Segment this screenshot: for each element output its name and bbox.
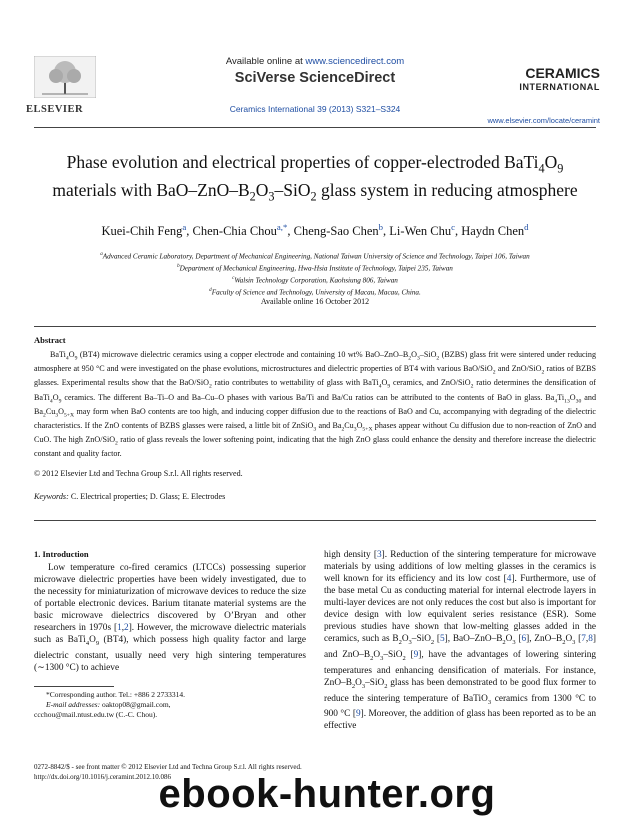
affiliation-text: Advanced Ceramic Laboratory, Department of Mechanical Engineering, National Taiwan University of Science and Technology, Taipei 106, Taiwan (102, 252, 530, 261)
keywords-line (34, 492, 596, 501)
introduction-heading: 1. Introduction (34, 549, 89, 559)
author-name: Cheng-Sao Chen (293, 224, 379, 239)
site-watermark: ebook-hunter.org (158, 772, 496, 816)
author-name: Haydn Chen (461, 224, 525, 239)
author-list: Kuei-Chih Feng$^a$, Chen-Chia Chou$^{a,*}$, Cheng-Sao Chen$^b$, Li-Wen Chu$^c$, Haydn Chen$^d$ (101, 222, 529, 239)
citation-link[interactable]: 4 (506, 574, 512, 584)
affiliation (34, 274, 596, 286)
title-sub: 4 (538, 161, 545, 176)
keywords-text: C. Electrical properties; D. Glass; E. Electrodes (70, 492, 226, 501)
affiliation-marker: a (100, 252, 103, 257)
available-online-date: Available online 16 October 2012 (260, 297, 370, 306)
intro-paragraph: Low temperature co-fired ceramics (LTCCs) possessing superior microwave dielectric properties have been widely investigated, due to the necessity for miniaturization of microwave devices to reduce the size of portable electronic devices. Barium titanate material systems are the basic microwave dielectrics discovered by O’Bryan and other researchers in 1970s [1,2]. However, the microwave dielectric materials such as $BaTi_4O_9$ (BT4), which possess high quality factor and large dielectric constant, usually need very high sintering temperatures (∼1300 °C) to achieve (34, 563, 306, 673)
title-sub: 3 (268, 189, 275, 203)
email-link[interactable]: oaktop08@gmail.com, (101, 700, 171, 709)
title-sub: 2 (249, 189, 256, 203)
title-text: materials with BaO–ZnO–B (52, 179, 250, 200)
citation-link[interactable]: 8 (588, 634, 593, 644)
author-affil-link[interactable]: c (451, 222, 456, 232)
footnote-divider (34, 686, 114, 687)
author-affil-link[interactable]: a,* (276, 222, 288, 232)
body-divider (34, 520, 596, 521)
citation-link[interactable]: 2 (124, 623, 129, 633)
affiliation-list (34, 250, 596, 298)
title-sub: 2 (310, 189, 317, 203)
article-title (34, 152, 596, 207)
header-divider (34, 127, 596, 128)
affiliation (34, 262, 596, 274)
citation-link[interactable]: 5 (440, 634, 445, 644)
author-name: Li-Wen Chu (389, 224, 452, 239)
doi-link[interactable]: http://dx.doi.org/10.1016/j.ceramint.2012.10.086 (34, 772, 171, 781)
affiliation-marker: c (232, 275, 235, 281)
author-affil-link[interactable]: a (182, 222, 187, 232)
title-text: –SiO (274, 179, 311, 200)
author-affil-link[interactable]: b (378, 222, 384, 232)
available-online-line (200, 56, 430, 67)
abstract-text: $BaTi_4O_9$ (BT4) microwave dielectric ceramics using a copper electrode and containing 10 wt% BaO–$ZnO-B_2O_3-SiO_2$ (BZBS) glass frit were sintered under reducing atmosphere at 950 °C and were investigated on the phase evolutions, microstructures and dielectric properties of BT4 with various BaO/SiO$_2$ and ZnO/SiO$_2$ ratios of BZBS glasses. Experimental results show that the BaO/SiO$_2$ ratio contributes to wettability of glass with $BaTi_4O_9$ ceramics, and ZnO/SiO$_2$ ratio determines the densification of $BaTi_4O_9$ ceramics. The different Ba–Ti–O and Ba–Cu–O phases with various Ba/Ti and Ba/Cu ratios can be attributed to the contents of BaO in glass. $Ba_4Ti_{13}O_{30}$ and $Ba_2Cu_3O_{5+X}$ may form when BaO contents are too high, and inducing copper diffusion due to the reactions of BaO and Cu, accompanying with degrading of the dielectric characteristics. If the ZnO contents of BZBS glasses were raised, a little bit of ZnSiO$_3$ and $Ba_2Cu_3O_{5+X}$ phases appear without Cu diffusion due to non-reaction of ZnO and CuO. The high ZnO/SiO$_2$ ratio of glass reveals the lower softening point, indicating that the high ZnO glass could enhance the density and therefore increase the dielectric constant and quality factor. (34, 350, 597, 459)
affiliation-text: Walsin Technology Corporation, Kaohsiung 806, Taiwan (234, 276, 398, 285)
author-affil-link[interactable]: d (524, 222, 529, 232)
affiliation-text: Faculty of Science and Technology, University of Macau, Macau, China. (211, 288, 421, 297)
author-name: Chen-Chia Chou (192, 224, 277, 239)
abstract-copyright: © 2012 Elsevier Ltd and Techna Group S.r.l. All rights reserved. (34, 469, 243, 478)
abstract-divider (34, 326, 596, 327)
citation-link[interactable]: 6 (521, 634, 527, 644)
citation-link[interactable]: 1 (117, 623, 122, 633)
affiliation-marker: b (177, 263, 180, 269)
title-text: Phase evolution and electrical properties of copper-electroded BaTi (66, 152, 539, 172)
corresponding-author-note: *Corresponding author. Tel.: +886 2 2733314. (46, 690, 185, 699)
affiliation (34, 286, 596, 298)
affiliation (34, 250, 596, 262)
title-text: O (255, 179, 269, 200)
citation-link[interactable]: 9 (355, 709, 361, 720)
citation-link[interactable]: 7 (581, 634, 586, 644)
journal-url-link[interactable]: www.elsevier.com/locate/ceramint (487, 116, 600, 125)
intro-column-right (324, 549, 596, 732)
email-note (34, 700, 306, 710)
journal-citation-link[interactable]: Ceramics International 39 (2013) S321–S324 (229, 104, 401, 114)
title-text: O (544, 152, 558, 172)
footnotes (34, 690, 306, 720)
author-name: Kuei-Chih Feng (101, 224, 183, 239)
citation-link[interactable]: 9 (413, 649, 419, 660)
email-label: E-mail addresses: (46, 700, 101, 709)
intro-paragraph: high density [3]. Reduction of the sintering temperature for microwave materials by using additions of low melting glasses in the ceramics is well known for its efficiency and its low cost [4]. Furthermore, use of the base metal Cu as conducting material for internal electrode layers in multi-layer devices are not only reduces the cost but also is important for device design with low equivalent series resistance (ESR). Some previous studies have shown that low-melting glasses added in the ceramics, such as $B_2O_3-SiO_2$ [5], BaO–$ZnO-B_2O_3$ [6], ZnO–$B_2O_3$ [7,8] and ZnO–$B_2O_3-SiO_2$ [9], have the advantages of lowering sintering temperatures and enhancing densification of materials. For instance, ZnO–$B_2O_3-SiO_2$ glass has been demonstrated to be good flux former to reduce the sintering temperature of BaTiO$_3$ ceramics from 1300 °C to 900 °C [9]. Moreover, the addition of glass has been reported as to be an effective (324, 550, 597, 732)
publisher-name: ELSEVIER (26, 104, 84, 115)
affiliation-marker: d (209, 287, 212, 293)
keywords-label: Keywords: (34, 492, 69, 501)
available-online-prefix: Available online at (225, 56, 306, 67)
affiliation-text: Department of Mechanical Engineering, Hwa-Hsia Institute of Technology, Taipei 235, Taiwan (179, 264, 453, 273)
title-sub: 9 (557, 161, 564, 176)
intro-column-left (34, 562, 306, 674)
journal-name-line2: INTERNATIONAL (519, 82, 600, 92)
abstract-heading: Abstract (34, 335, 66, 345)
title-text: glass system in reducing atmosphere (316, 179, 578, 200)
email-link[interactable]: ccchou@mail.ntust.edu.tw (C.-C. Chou). (34, 710, 158, 719)
issn-line: 0272-8842/$ - see front matter © 2012 Elsevier Ltd and Techna Group S.r.l. All rights reserved. (34, 763, 302, 771)
journal-name-line1: CERAMICS (525, 65, 600, 81)
elsevier-tree-logo-icon (34, 56, 96, 98)
citation-link[interactable]: 3 (376, 550, 382, 560)
platform-name: SciVerse ScienceDirect (234, 70, 396, 86)
sciencedirect-link[interactable]: www.sciencedirect.com (305, 56, 405, 67)
